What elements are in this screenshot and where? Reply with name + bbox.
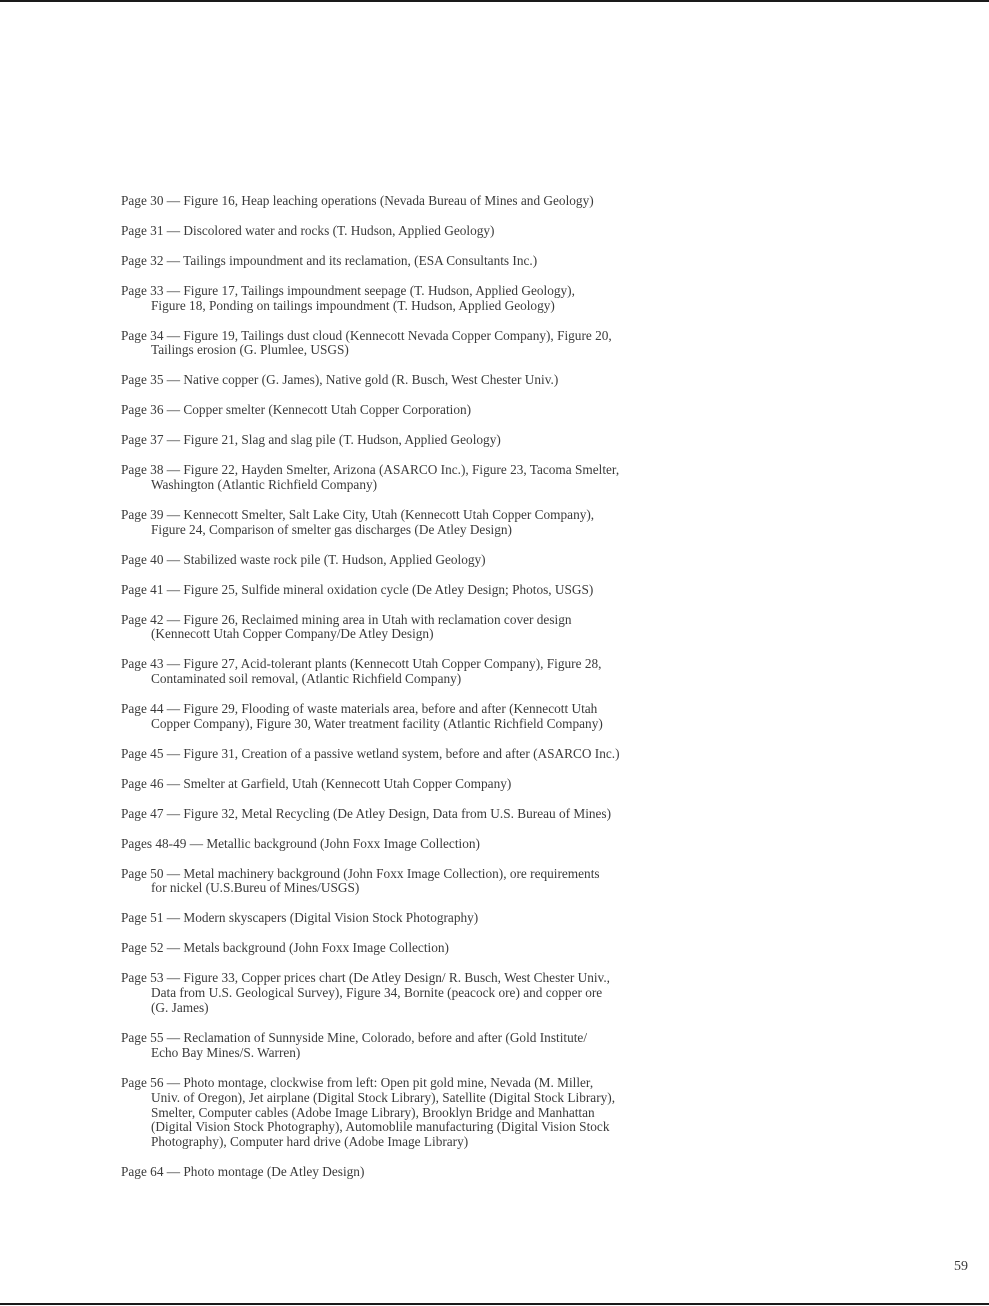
credit-entry: Page 40 — Stabilized waste rock pile (T. Hudson, Applied Geology) bbox=[121, 551, 486, 567]
credit-entry: Page 34 — Figure 19, Tailings dust cloud (Kennecott Nevada Copper Company), Figure 20, Tailings erosion (G. Plumlee, USGS) bbox=[121, 327, 612, 358]
page-number: 59 bbox=[954, 1259, 968, 1274]
credit-entry: Page 56 — Photo montage, clockwise from left: Open pit gold mine, Nevada (M. Miller, Univ. of Oregon), Jet airplane (Digital Stock Library), Satellite (Digital Stock Library), Smelter, Computer cables (Adobe Image Library), Brooklyn Bridge and Manhattan (Digital Vision Stock Photography), Automoblile manufacturing (Digital Vision Stock Photography), Computer hard drive (Adobe Image Library) bbox=[121, 1074, 616, 1150]
credit-entry: Page 50 — Metal machinery background (John Foxx Image Collection), ore requirements for nickel (U.S.Bureu of Mines/USGS) bbox=[121, 865, 600, 896]
top-rule bbox=[0, 0, 989, 2]
credit-entry: Page 46 — Smelter at Garfield, Utah (Kennecott Utah Copper Company) bbox=[121, 775, 512, 791]
credit-entry: Page 52 — Metals background (John Foxx Image Collection) bbox=[121, 940, 449, 956]
credit-entry: Page 45 — Figure 31, Creation of a passive wetland system, before and after (ASARCO Inc.) bbox=[121, 745, 620, 761]
credit-entry: Page 44 — Figure 29, Flooding of waste materials area, before and after (Kennecott Utah Copper Company), Figure 30, Water treatment facility (Atlantic Richfield Company) bbox=[121, 701, 603, 732]
credit-entry: Page 53 — Figure 33, Copper prices chart (De Atley Design/ R. Busch, West Chester Univ., Data from U.S. Geological Survey), Figure 34, Bornite (peacock ore) and copper ore (G. James) bbox=[121, 970, 610, 1015]
credit-entry: Page 36 — Copper smelter (Kennecott Utah Copper Corporation) bbox=[121, 402, 472, 418]
credit-entry: Page 32 — Tailings impoundment and its reclamation, (ESA Consultants Inc.) bbox=[121, 252, 538, 268]
credit-entry: Pages 48-49 — Metallic background (John Foxx Image Collection) bbox=[121, 835, 480, 851]
credit-entry: Page 37 — Figure 21, Slag and slag pile (T. Hudson, Applied Geology) bbox=[121, 432, 501, 448]
credit-entry: Page 35 — Native copper (G. James), Native gold (R. Busch, West Chester Univ.) bbox=[121, 372, 559, 388]
credit-entry: Page 55 — Reclamation of Sunnyside Mine, Colorado, before and after (Gold Institute/ Echo Bay Mines/S. Warren) bbox=[121, 1029, 588, 1060]
credit-entry: Page 38 — Figure 22, Hayden Smelter, Arizona (ASARCO Inc.), Figure 23, Tacoma Smelter, Washington (Atlantic Richfield Company) bbox=[121, 462, 620, 492]
credit-entry: Page 41 — Figure 25, Sulfide mineral oxidation cycle (De Atley Design; Photos, USGS) bbox=[121, 581, 594, 597]
credit-entry: Page 39 — Kennecott Smelter, Salt Lake City, Utah (Kennecott Utah Copper Company), Figure 24, Comparison of smelter gas discharges (De Atley Design) bbox=[121, 506, 595, 537]
credit-entry: Page 33 — Figure 17, Tailings impoundment seepage (T. Hudson, Applied Geology), Figure 18, Ponding on tailings impoundment (T. Hudson, Applied Geology) bbox=[121, 282, 575, 313]
credit-entry: Page 43 — Figure 27, Acid-tolerant plants (Kennecott Utah Copper Company), Figure 28, Contaminated soil removal, (Atlantic Richfield Company) bbox=[121, 656, 602, 687]
credit-entry: Page 47 — Figure 32, Metal Recycling (De Atley Design, Data from U.S. Bureau of Mines) bbox=[121, 805, 612, 821]
credit-entry: Page 30 — Figure 16, Heap leaching operations (Nevada Bureau of Mines and Geology) bbox=[121, 193, 594, 208]
credit-entry: Page 31 — Discolored water and rocks (T. Hudson, Applied Geology) bbox=[121, 222, 495, 238]
credit-entry: Page 51 — Modern skyscapers (Digital Vision Stock Photography) bbox=[121, 910, 479, 926]
bottom-rule bbox=[0, 1303, 989, 1305]
credit-entry: Page 42 — Figure 26, Reclaimed mining area in Utah with reclamation cover design (Kennecott Utah Copper Company/De Atley Design) bbox=[121, 611, 572, 642]
photo-credits-list bbox=[121, 194, 681, 1195]
credit-entry: Page 64 — Photo montage (De Atley Design) bbox=[121, 1164, 365, 1180]
